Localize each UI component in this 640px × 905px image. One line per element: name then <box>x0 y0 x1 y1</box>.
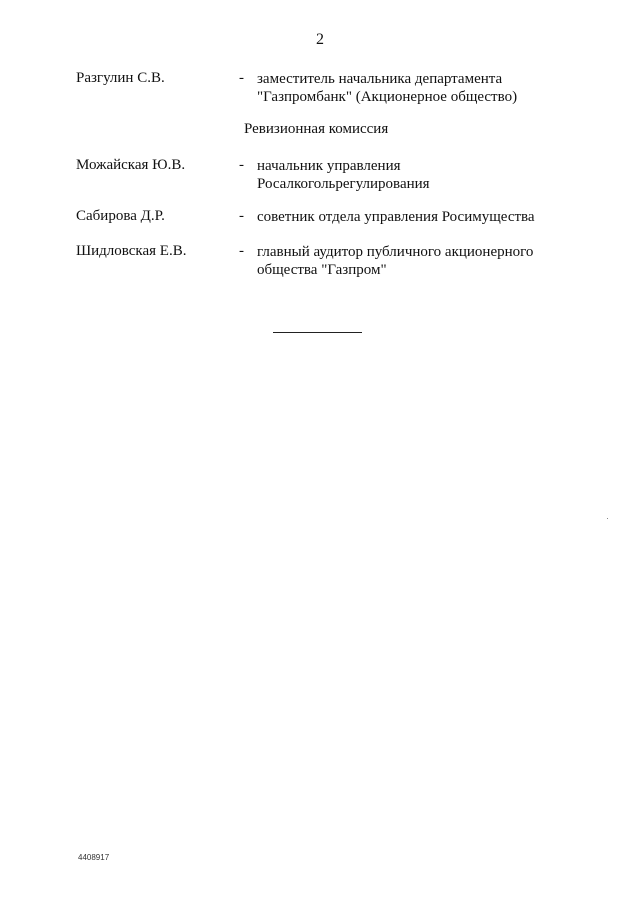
member-position-line: советник отдела управления Росимущества <box>257 209 535 225</box>
section-title: Ревизионная комиссия <box>244 121 389 137</box>
page-number: 2 <box>316 31 324 48</box>
member-position <box>257 208 587 226</box>
member-name: Можайская Ю.В. <box>76 157 186 173</box>
member-dash: - <box>239 157 244 173</box>
member-position <box>257 157 587 193</box>
member-position-line: Росалкогольрегулирования <box>257 176 430 192</box>
document-code: 4408917 <box>78 853 110 862</box>
member-dash: - <box>239 243 244 259</box>
scan-speck <box>607 518 608 519</box>
member-name: Разгулин С.В. <box>76 70 165 86</box>
member-name: Шидловская Е.В. <box>76 243 187 259</box>
member-name: Сабирова Д.Р. <box>76 208 165 224</box>
member-position-line: "Газпромбанк" (Акционерное общество) <box>257 89 518 105</box>
member-position-line: главный аудитор публичного акционерного <box>257 244 534 260</box>
end-separator-line <box>273 332 362 333</box>
member-position-line: начальник управления <box>257 158 401 174</box>
member-dash: - <box>239 70 244 86</box>
member-position <box>257 243 587 279</box>
member-dash: - <box>239 208 244 224</box>
member-position-line: общества "Газпром" <box>257 262 387 278</box>
member-position-line: заместитель начальника департамента <box>257 71 503 87</box>
member-position <box>257 70 587 106</box>
